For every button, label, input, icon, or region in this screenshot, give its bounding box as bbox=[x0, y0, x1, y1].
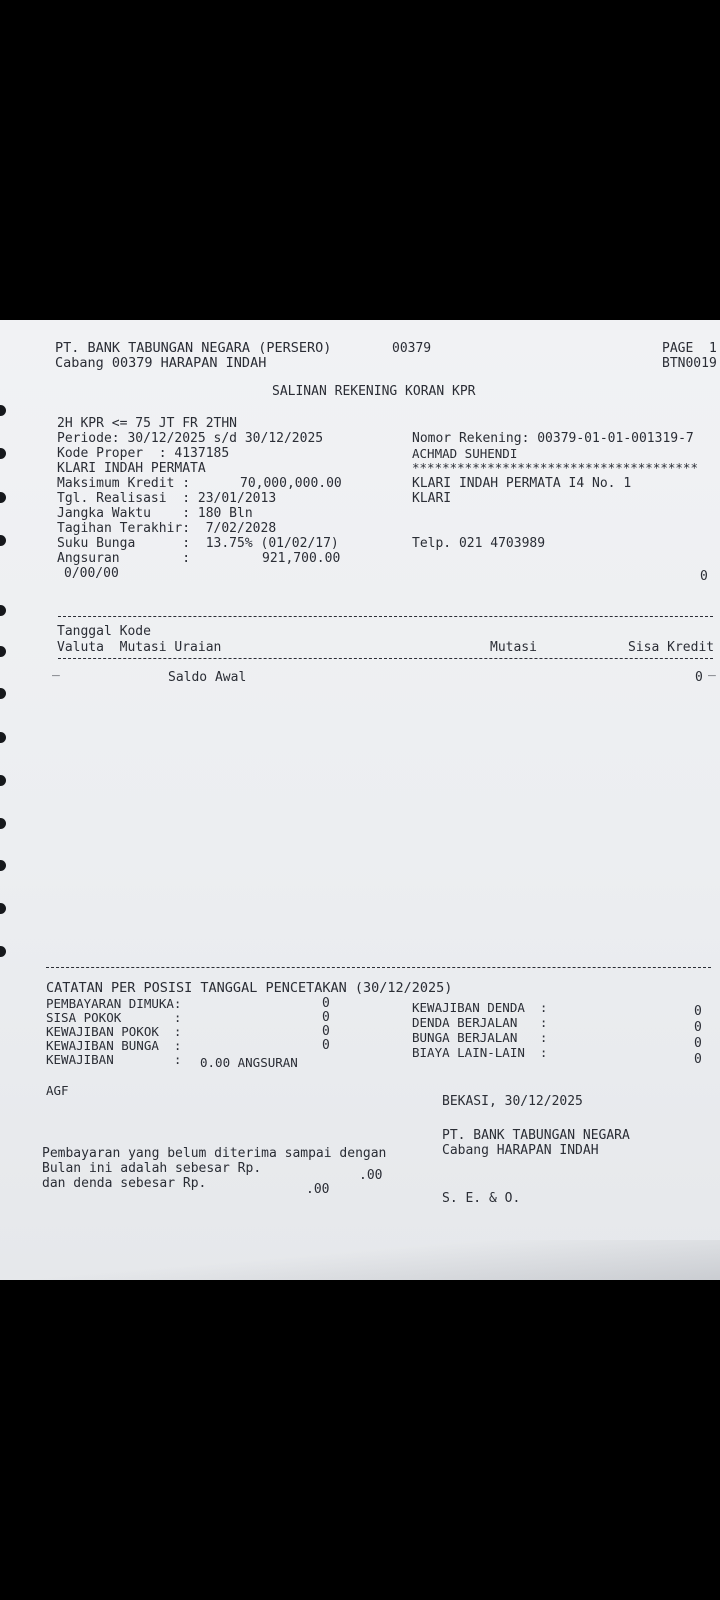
signature-bank: PT. BANK TABUNGAN NEGARA bbox=[442, 1128, 630, 1143]
row-sisa-kredit: 0 bbox=[695, 670, 703, 685]
tgl-realisasi: Tgl. Realisasi : 23/01/2013 bbox=[57, 491, 277, 506]
sisa-pokok-value: 0 bbox=[322, 1010, 330, 1025]
branch-name: Cabang 00379 HARAPAN INDAH bbox=[55, 355, 267, 371]
kewajiban-bunga-label: KEWAJIBAN BUNGA : bbox=[46, 1038, 182, 1053]
pembayaran-dimuka-label: PEMBAYARAN DIMUKA: bbox=[46, 996, 182, 1011]
customer-name: ACHMAD SUHENDI bbox=[412, 446, 518, 461]
telephone: Telp. 021 4703989 bbox=[412, 536, 546, 551]
kewajiban-pokok-label: KEWAJIBAN POKOK : bbox=[46, 1024, 182, 1039]
kewajiban-label: KEWAJIBAN : bbox=[46, 1052, 182, 1067]
sisa-pokok-label: SISA POKOK : bbox=[46, 1010, 182, 1025]
binder-hole bbox=[0, 946, 6, 957]
binder-hole bbox=[0, 860, 6, 871]
statement-paper bbox=[0, 320, 720, 1280]
suku-bunga: Suku Bunga : 13.75% (01/02/17) bbox=[57, 536, 339, 551]
bunga-berjalan-label: BUNGA BERJALAN : bbox=[412, 1030, 548, 1045]
signature-branch: Cabang HARAPAN INDAH bbox=[442, 1143, 599, 1158]
right-zero: 0 bbox=[700, 569, 708, 584]
bunga-berjalan-value: 0 bbox=[694, 1036, 702, 1051]
note-value-2: .00 bbox=[306, 1182, 330, 1197]
branch-code: 00379 bbox=[392, 341, 432, 356]
binder-hole bbox=[0, 605, 6, 616]
table-header-rule bbox=[58, 658, 713, 659]
seo-mark: S. E. & O. bbox=[442, 1191, 521, 1206]
binder-hole bbox=[0, 732, 6, 743]
note-value-1: .00 bbox=[359, 1168, 383, 1183]
binder-hole bbox=[0, 818, 6, 829]
kewajiban-bunga-value: 0 bbox=[322, 1038, 330, 1053]
binder-hole bbox=[0, 775, 6, 786]
biaya-lain-label: BIAYA LAIN-LAIN : bbox=[412, 1045, 548, 1060]
binder-hole bbox=[0, 405, 6, 416]
periode: Periode: 30/12/2025 s/d 30/12/2025 bbox=[57, 431, 324, 446]
maksimum-kredit-value: 70,000,000.00 bbox=[240, 476, 342, 491]
angsuran-value: 921,700.00 bbox=[262, 551, 341, 566]
denda-berjalan-value: 0 bbox=[694, 1020, 702, 1035]
maksimum-kredit-label: Maksimum Kredit : bbox=[57, 476, 191, 491]
binder-hole bbox=[0, 492, 6, 503]
tagihan-terakhir: Tagihan Terakhir: 7/02/2028 bbox=[57, 521, 277, 536]
angsuran-label: Angsuran : bbox=[57, 551, 191, 566]
paper-edge-shadow bbox=[0, 1240, 720, 1280]
pembayaran-dimuka-value: 0 bbox=[322, 996, 330, 1011]
kewajiban-denda-value: 0 bbox=[694, 1004, 702, 1019]
separator-stars: ************************************** bbox=[412, 460, 698, 475]
address-line-1: KLARI INDAH PERMATA I4 No. 1 bbox=[412, 476, 632, 491]
binder-hole bbox=[0, 688, 6, 699]
note-line-1: Pembayaran yang belum diterima sampai dengan bbox=[42, 1146, 387, 1161]
denda-berjalan-label: DENDA BERJALAN : bbox=[412, 1015, 548, 1030]
note-line-2: Bulan ini adalah sebesar Rp. bbox=[42, 1161, 262, 1176]
zero-date: 0/00/00 bbox=[64, 566, 119, 581]
kewajiban-value: 0.00 ANGSURAN bbox=[200, 1055, 298, 1070]
row-left-mark: _ bbox=[52, 662, 60, 677]
col-sisa-kredit: Sisa Kredit bbox=[628, 640, 715, 655]
binder-hole bbox=[0, 535, 6, 546]
kewajiban-pokok-value: 0 bbox=[322, 1024, 330, 1039]
col-valuta-mutasi-uraian: Valuta Mutasi Uraian bbox=[57, 640, 222, 655]
city-date: BEKASI, 30/12/2025 bbox=[442, 1094, 583, 1109]
biaya-lain-value: 0 bbox=[694, 1052, 702, 1067]
document-title: SALINAN REKENING KORAN KPR bbox=[272, 384, 476, 399]
project-name: KLARI INDAH PERMATA bbox=[57, 461, 206, 476]
doc-code: BTN0019 bbox=[662, 356, 717, 371]
kewajiban-denda-label: KEWAJIBAN DENDA : bbox=[412, 1000, 548, 1015]
row-uraian: Saldo Awal bbox=[168, 670, 247, 685]
binder-hole bbox=[0, 903, 6, 914]
row-right-mark: _ bbox=[708, 662, 716, 677]
page-number: PAGE 1 bbox=[662, 341, 717, 356]
kode-proper: Kode Proper : 4137185 bbox=[57, 446, 230, 461]
col-mutasi: Mutasi bbox=[490, 640, 537, 655]
bank-name: PT. BANK TABUNGAN NEGARA (PERSERO) bbox=[55, 340, 332, 356]
agf-code: AGF bbox=[46, 1083, 69, 1098]
catatan-title: CATATAN PER POSISI TANGGAL PENCETAKAN (30/12/2025) bbox=[46, 980, 453, 996]
col-tanggal-kode: Tanggal Kode bbox=[57, 624, 151, 639]
jangka-waktu: Jangka Waktu : 180 Bln bbox=[57, 506, 253, 521]
address-line-2: KLARI bbox=[412, 491, 452, 506]
note-line-3: dan denda sebesar Rp. bbox=[42, 1176, 207, 1191]
catatan-top-rule bbox=[46, 967, 711, 968]
product-name: 2H KPR <= 75 JT FR 2THN bbox=[57, 416, 238, 431]
binder-hole bbox=[0, 448, 6, 459]
binder-hole bbox=[0, 646, 6, 657]
nomor-rekening: Nomor Rekening: 00379-01-01-001319-7 bbox=[412, 431, 694, 446]
table-top-rule bbox=[58, 616, 713, 617]
